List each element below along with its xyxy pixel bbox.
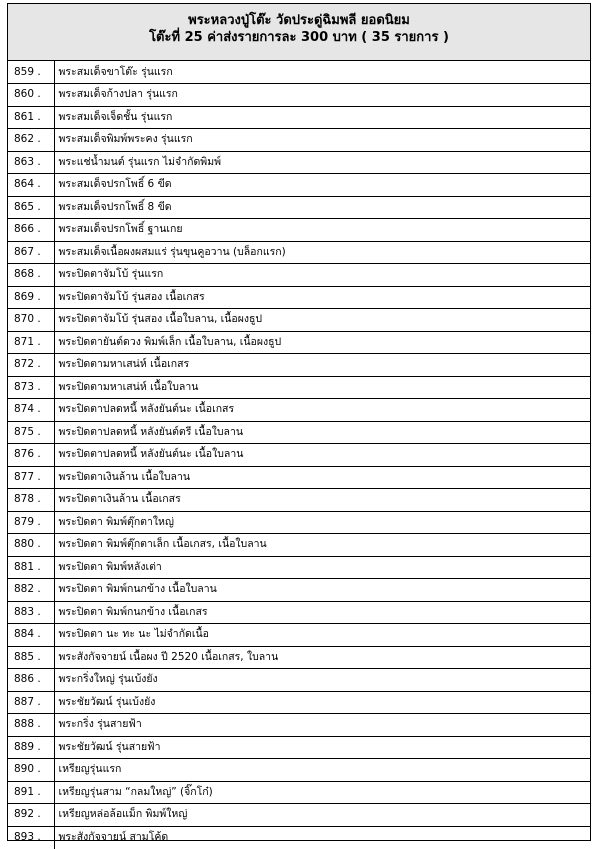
item-name: พระปิดตาเงินล้าน เนื้อใบลาน bbox=[54, 466, 590, 489]
table-row bbox=[8, 286, 590, 309]
item-name: พระปิดตาเงินล้าน เนื้อเกสร bbox=[54, 489, 590, 512]
item-number: 863 . bbox=[8, 151, 54, 174]
item-number: 871 . bbox=[8, 331, 54, 354]
table-row bbox=[8, 646, 590, 669]
item-name: พระปิดตาปลดหนี้ หลังยันต์นะ เนื้อเกสร bbox=[54, 399, 590, 422]
item-name: พระปิดตาจัมโบ้ รุ่นแรก bbox=[54, 264, 590, 287]
item-name: พระสมเด็จปรกโพธิ์ 8 ขีด bbox=[54, 196, 590, 219]
item-name: พระสมเด็จปรกโพธิ์ ฐานเกย bbox=[54, 219, 590, 242]
item-number: 875 . bbox=[8, 421, 54, 444]
table-row bbox=[8, 601, 590, 624]
table-row bbox=[8, 264, 590, 287]
item-name: พระปิดตา พิมพ์หลังเต่า bbox=[54, 556, 590, 579]
table-row bbox=[8, 466, 590, 489]
item-number: 860 . bbox=[8, 84, 54, 107]
item-name: พระสังกัจจายน์ สามโค้ด bbox=[58, 831, 169, 843]
item-name: พระปิดตา พิมพ์ตุ๊กตาเล็ก เนื้อเกสร, เนื้อใบลาน bbox=[54, 534, 590, 557]
item-number: 891 . bbox=[8, 781, 54, 804]
table-row bbox=[8, 714, 590, 737]
table-row bbox=[8, 84, 590, 107]
item-number: 876 . bbox=[8, 444, 54, 467]
table-row bbox=[8, 579, 590, 602]
table-row bbox=[8, 106, 590, 129]
item-name: พระชัยวัฒน์ รุ่นเบ้งยัง bbox=[54, 691, 590, 714]
item-number: 882 . bbox=[8, 579, 54, 602]
table-row bbox=[8, 511, 590, 534]
item-name: พระสมเด็จปรกโพธิ์ 6 ขีด bbox=[54, 174, 590, 197]
table-row bbox=[8, 399, 590, 422]
item-number: 877 . bbox=[8, 466, 54, 489]
item-name: พระปิดตามหาเสน่ห์ เนื้อเกสร bbox=[54, 354, 590, 377]
item-number: 879 . bbox=[8, 511, 54, 534]
item-name: พระชัยวัฒน์ รุ่นสายฟ้า bbox=[54, 736, 590, 759]
item-number: 886 . bbox=[8, 669, 54, 692]
list-header bbox=[8, 4, 590, 61]
item-name: พระปิดตาปลดหนี้ หลังยันต์ตรี เนื้อใบลาน bbox=[54, 421, 590, 444]
item-number: 866 . bbox=[8, 219, 54, 242]
item-number: 861 . bbox=[8, 106, 54, 129]
table-row bbox=[8, 489, 590, 512]
table-row bbox=[8, 691, 590, 714]
table-row bbox=[8, 309, 590, 332]
list-title: พระหลวงปู่โต๊ะ วัดประดู่ฉิมพลี ยอดนิยม bbox=[188, 13, 410, 28]
item-name: พระสมเด็จเนื้อผงผสมแร่ รุ่นขุนคูอวาน (บล็อกแรก) bbox=[54, 241, 590, 264]
table-row bbox=[8, 174, 590, 197]
item-name: พระปิดตายันต์ดวง พิมพ์เล็ก เนื้อใบลาน, เนื้อผงธูป bbox=[54, 331, 590, 354]
list-subtitle: โต๊ะที่ 25 ค่าส่งรายการละ 300 บาท ( 35 รายการ ) bbox=[149, 30, 449, 45]
item-number: 864 . bbox=[8, 174, 54, 197]
item-number: 885 . bbox=[8, 646, 54, 669]
item-name: เหรียญรุ่นสาม “กลมใหญ่” (จิ๊กโก๋) bbox=[54, 781, 590, 804]
table-row bbox=[8, 241, 590, 264]
table-row bbox=[8, 421, 590, 444]
item-number: 888 . bbox=[8, 714, 54, 737]
item-number: 865 . bbox=[8, 196, 54, 219]
item-number: 873 . bbox=[8, 376, 54, 399]
item-number: 889 . bbox=[8, 736, 54, 759]
table-row bbox=[8, 781, 590, 804]
item-number: 881 . bbox=[8, 556, 54, 579]
item-name: พระปิดตาปลดหนี้ หลังยันต์นะ เนื้อใบลาน bbox=[54, 444, 590, 467]
table-row bbox=[8, 444, 590, 467]
table-row bbox=[8, 376, 590, 399]
item-name: พระสมเด็จเจ็ดชั้น รุ่นแรก bbox=[54, 106, 590, 129]
item-name: พระปิดตา นะ ทะ นะ ไม่จำกัดเนื้อ bbox=[54, 624, 590, 647]
table-row bbox=[8, 736, 590, 759]
item-name: พระสมเด็จขาโต๊ะ รุ่นแรก bbox=[54, 61, 590, 84]
item-number: 884 . bbox=[8, 624, 54, 647]
auction-list-sheet bbox=[7, 3, 591, 841]
item-name: เหรียญหล่อล้อแม็ก พิมพ์ใหญ่ bbox=[54, 804, 590, 827]
item-name: พระสังกัจจายน์ เนื้อผง ปี 2520 เนื้อเกสร, ใบลาน bbox=[54, 646, 590, 669]
item-number: 880 . bbox=[8, 534, 54, 557]
item-name: พระปิดตาจัมโบ้ รุ่นสอง เนื้อเกสร bbox=[54, 286, 590, 309]
table-row bbox=[8, 61, 590, 84]
item-number: 892 . bbox=[8, 804, 54, 827]
item-name: พระปิดตา พิมพ์ตุ๊กตาใหญ่ bbox=[54, 511, 590, 534]
item-number: 862 . bbox=[8, 129, 54, 152]
item-number: 883 . bbox=[8, 601, 54, 624]
item-number: 874 . bbox=[8, 399, 54, 422]
item-name: พระกริ่ง รุ่นสายฟ้า bbox=[54, 714, 590, 737]
item-name: พระปิดตา พิมพ์กนกข้าง เนื้อเกสร bbox=[54, 601, 590, 624]
item-number: 859 . bbox=[8, 61, 54, 84]
table-row bbox=[8, 804, 590, 827]
table-row bbox=[8, 196, 590, 219]
item-number: 868 . bbox=[8, 264, 54, 287]
item-number: 893 . bbox=[8, 826, 54, 849]
table-row bbox=[8, 219, 590, 242]
item-number: 867 . bbox=[8, 241, 54, 264]
item-number: 878 . bbox=[8, 489, 54, 512]
item-name: พระสมเด็จก้างปลา รุ่นแรก bbox=[54, 84, 590, 107]
item-name: พระสมเด็จพิมพ์พระคง รุ่นแรก bbox=[54, 129, 590, 152]
table-row bbox=[8, 129, 590, 152]
item-number: 890 . bbox=[8, 759, 54, 782]
table-row bbox=[8, 151, 590, 174]
items-table bbox=[8, 61, 590, 849]
item-number: 887 . bbox=[8, 691, 54, 714]
table-row bbox=[8, 759, 590, 782]
item-name: พระปิดตาจัมโบ้ รุ่นสอง เนื้อใบลาน, เนื้อผงธูป bbox=[54, 309, 590, 332]
item-number: 869 . bbox=[8, 286, 54, 309]
item-name: พระกริ่งใหญ่ รุ่นเบ้งยัง bbox=[54, 669, 590, 692]
item-number: 870 . bbox=[8, 309, 54, 332]
item-name: พระปิดตามหาเสน่ห์ เนื้อใบลาน bbox=[54, 376, 590, 399]
table-row bbox=[8, 534, 590, 557]
item-name: เหรียญรุ่นแรก bbox=[54, 759, 590, 782]
item-name: พระแช่น้ำมนต์ รุ่นแรก ไม่จำกัดพิมพ์ bbox=[54, 151, 590, 174]
table-row bbox=[8, 331, 590, 354]
table-row bbox=[8, 669, 590, 692]
table-row bbox=[8, 826, 590, 849]
table-row bbox=[8, 556, 590, 579]
item-name: พระปิดตา พิมพ์กนกข้าง เนื้อใบลาน bbox=[54, 579, 590, 602]
table-row bbox=[8, 354, 590, 377]
item-number: 872 . bbox=[8, 354, 54, 377]
table-row bbox=[8, 624, 590, 647]
